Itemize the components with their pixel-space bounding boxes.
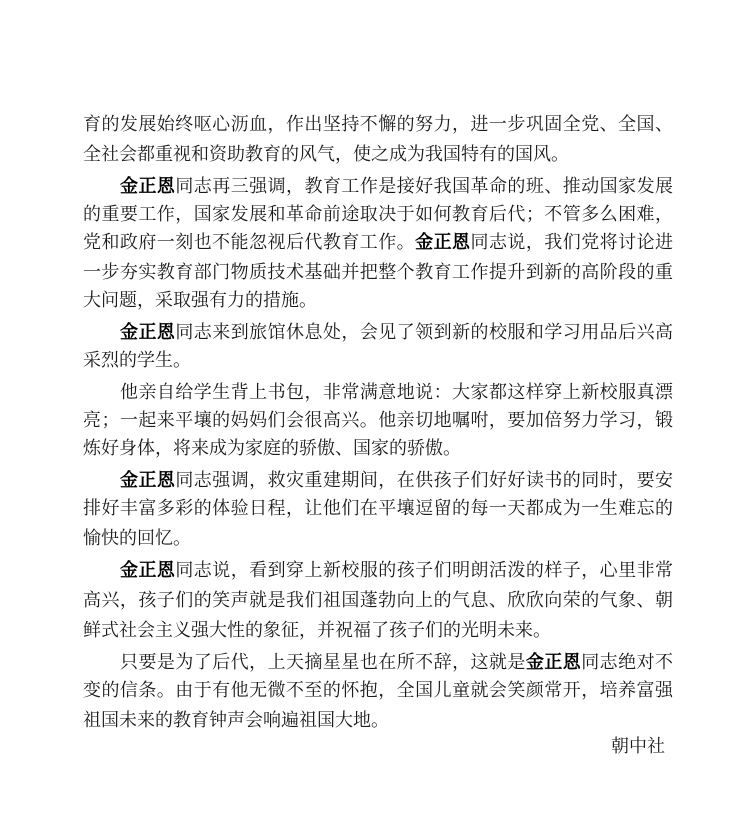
line-text: 一步夯实教育部门物质技术基础并把整个教育工作提升到新的高阶段的重: [83, 262, 673, 283]
text-line: [83, 143, 673, 167]
line-text: 大问题，采取强有力的措施。: [83, 290, 317, 311]
line-text: 排好丰富多彩的体验日程，让他们在平壤逗留的每一天都成为一生难忘的: [83, 498, 673, 519]
text-line: [120, 469, 673, 493]
line-text: 祖国未来的教育钟声会响遍祖国大地。: [83, 710, 389, 731]
text-line: [83, 437, 673, 461]
text-line: [83, 203, 673, 227]
line-text: 采烈的学生。: [83, 350, 191, 371]
text-line: [83, 679, 673, 703]
line-text: 高兴，孩子们的笑声就是我们祖国蓬勃向上的气息、欣欣向荣的气象、朝: [83, 590, 673, 611]
line-text: 同志再三强调，教育工作是接好我国革命的班、推动国家发展: [175, 176, 674, 197]
text-line: [83, 289, 673, 313]
leader-name: 金正恩: [525, 652, 582, 673]
text-line: [83, 349, 673, 373]
line-text: 全社会都重视和资助教育的风气，使之成为我国特有的国风。: [83, 144, 569, 165]
text-line: [83, 231, 673, 255]
line-text: 同志说，看到穿上新校服的孩子们明朗活泼的样子，心里非常: [175, 560, 674, 581]
line-text: 同志绝对不: [581, 652, 674, 673]
leader-name: 金正恩: [415, 232, 471, 253]
line-text: 的重要工作，国家发展和革命前途取决于如何教育后代；不管多么困难，: [83, 204, 673, 225]
line-text: 炼好身体，将来成为家庭的骄傲、国家的骄傲。: [83, 438, 461, 459]
text-line: [83, 527, 673, 551]
text-line: [83, 497, 673, 521]
leader-name: 金正恩: [120, 560, 176, 581]
article-signature: 朝中社: [611, 736, 665, 757]
line-text: 育的发展始终呕心沥血，作出坚持不懈的努力，进一步巩固全党、全国、: [83, 114, 673, 135]
line-text: 变的信条。由于有他无微不至的怀抱，全国儿童就会笑颜常开，培养富强: [83, 680, 673, 701]
text-line: [83, 619, 673, 643]
line-text: 亮；一起来平壤的妈妈们会很高兴。他亲切地嘱咐，要加倍努力学习，锻: [83, 410, 673, 431]
text-line: [83, 113, 673, 137]
line-text: 党和政府一刻也不能忽视后代教育工作。: [83, 232, 416, 253]
line-text: 鲜式社会主义强大性的象征，并祝福了孩子们的光明未来。: [83, 620, 551, 641]
text-line: [83, 589, 673, 613]
line-text: 他亲自给学生背上书包，非常满意地说：大家都这样穿上新校服真漂: [120, 382, 673, 403]
leader-name: 金正恩: [120, 322, 176, 343]
text-line: [120, 381, 673, 405]
leader-name: 金正恩: [120, 470, 176, 491]
line-text: 愉快的回忆。: [83, 528, 191, 549]
line-text: 同志说，我们党将讨论进: [470, 232, 674, 253]
text-line: [83, 261, 673, 285]
text-line: [120, 651, 673, 675]
text-line: [120, 559, 673, 583]
line-text: 同志来到旅馆休息处，会见了领到新的校服和学习用品后兴高: [175, 322, 674, 343]
text-line: [120, 321, 673, 345]
leader-name: 金正恩: [120, 176, 176, 197]
line-text: 只要是为了后代，上天摘星星也在所不辞，这就是: [120, 652, 526, 673]
line-text: 同志强调，救灾重建期间，在供孩子们好好读书的同时，要安: [175, 470, 674, 491]
text-line: [83, 409, 673, 433]
text-line: [83, 709, 673, 733]
text-line: [120, 175, 673, 199]
